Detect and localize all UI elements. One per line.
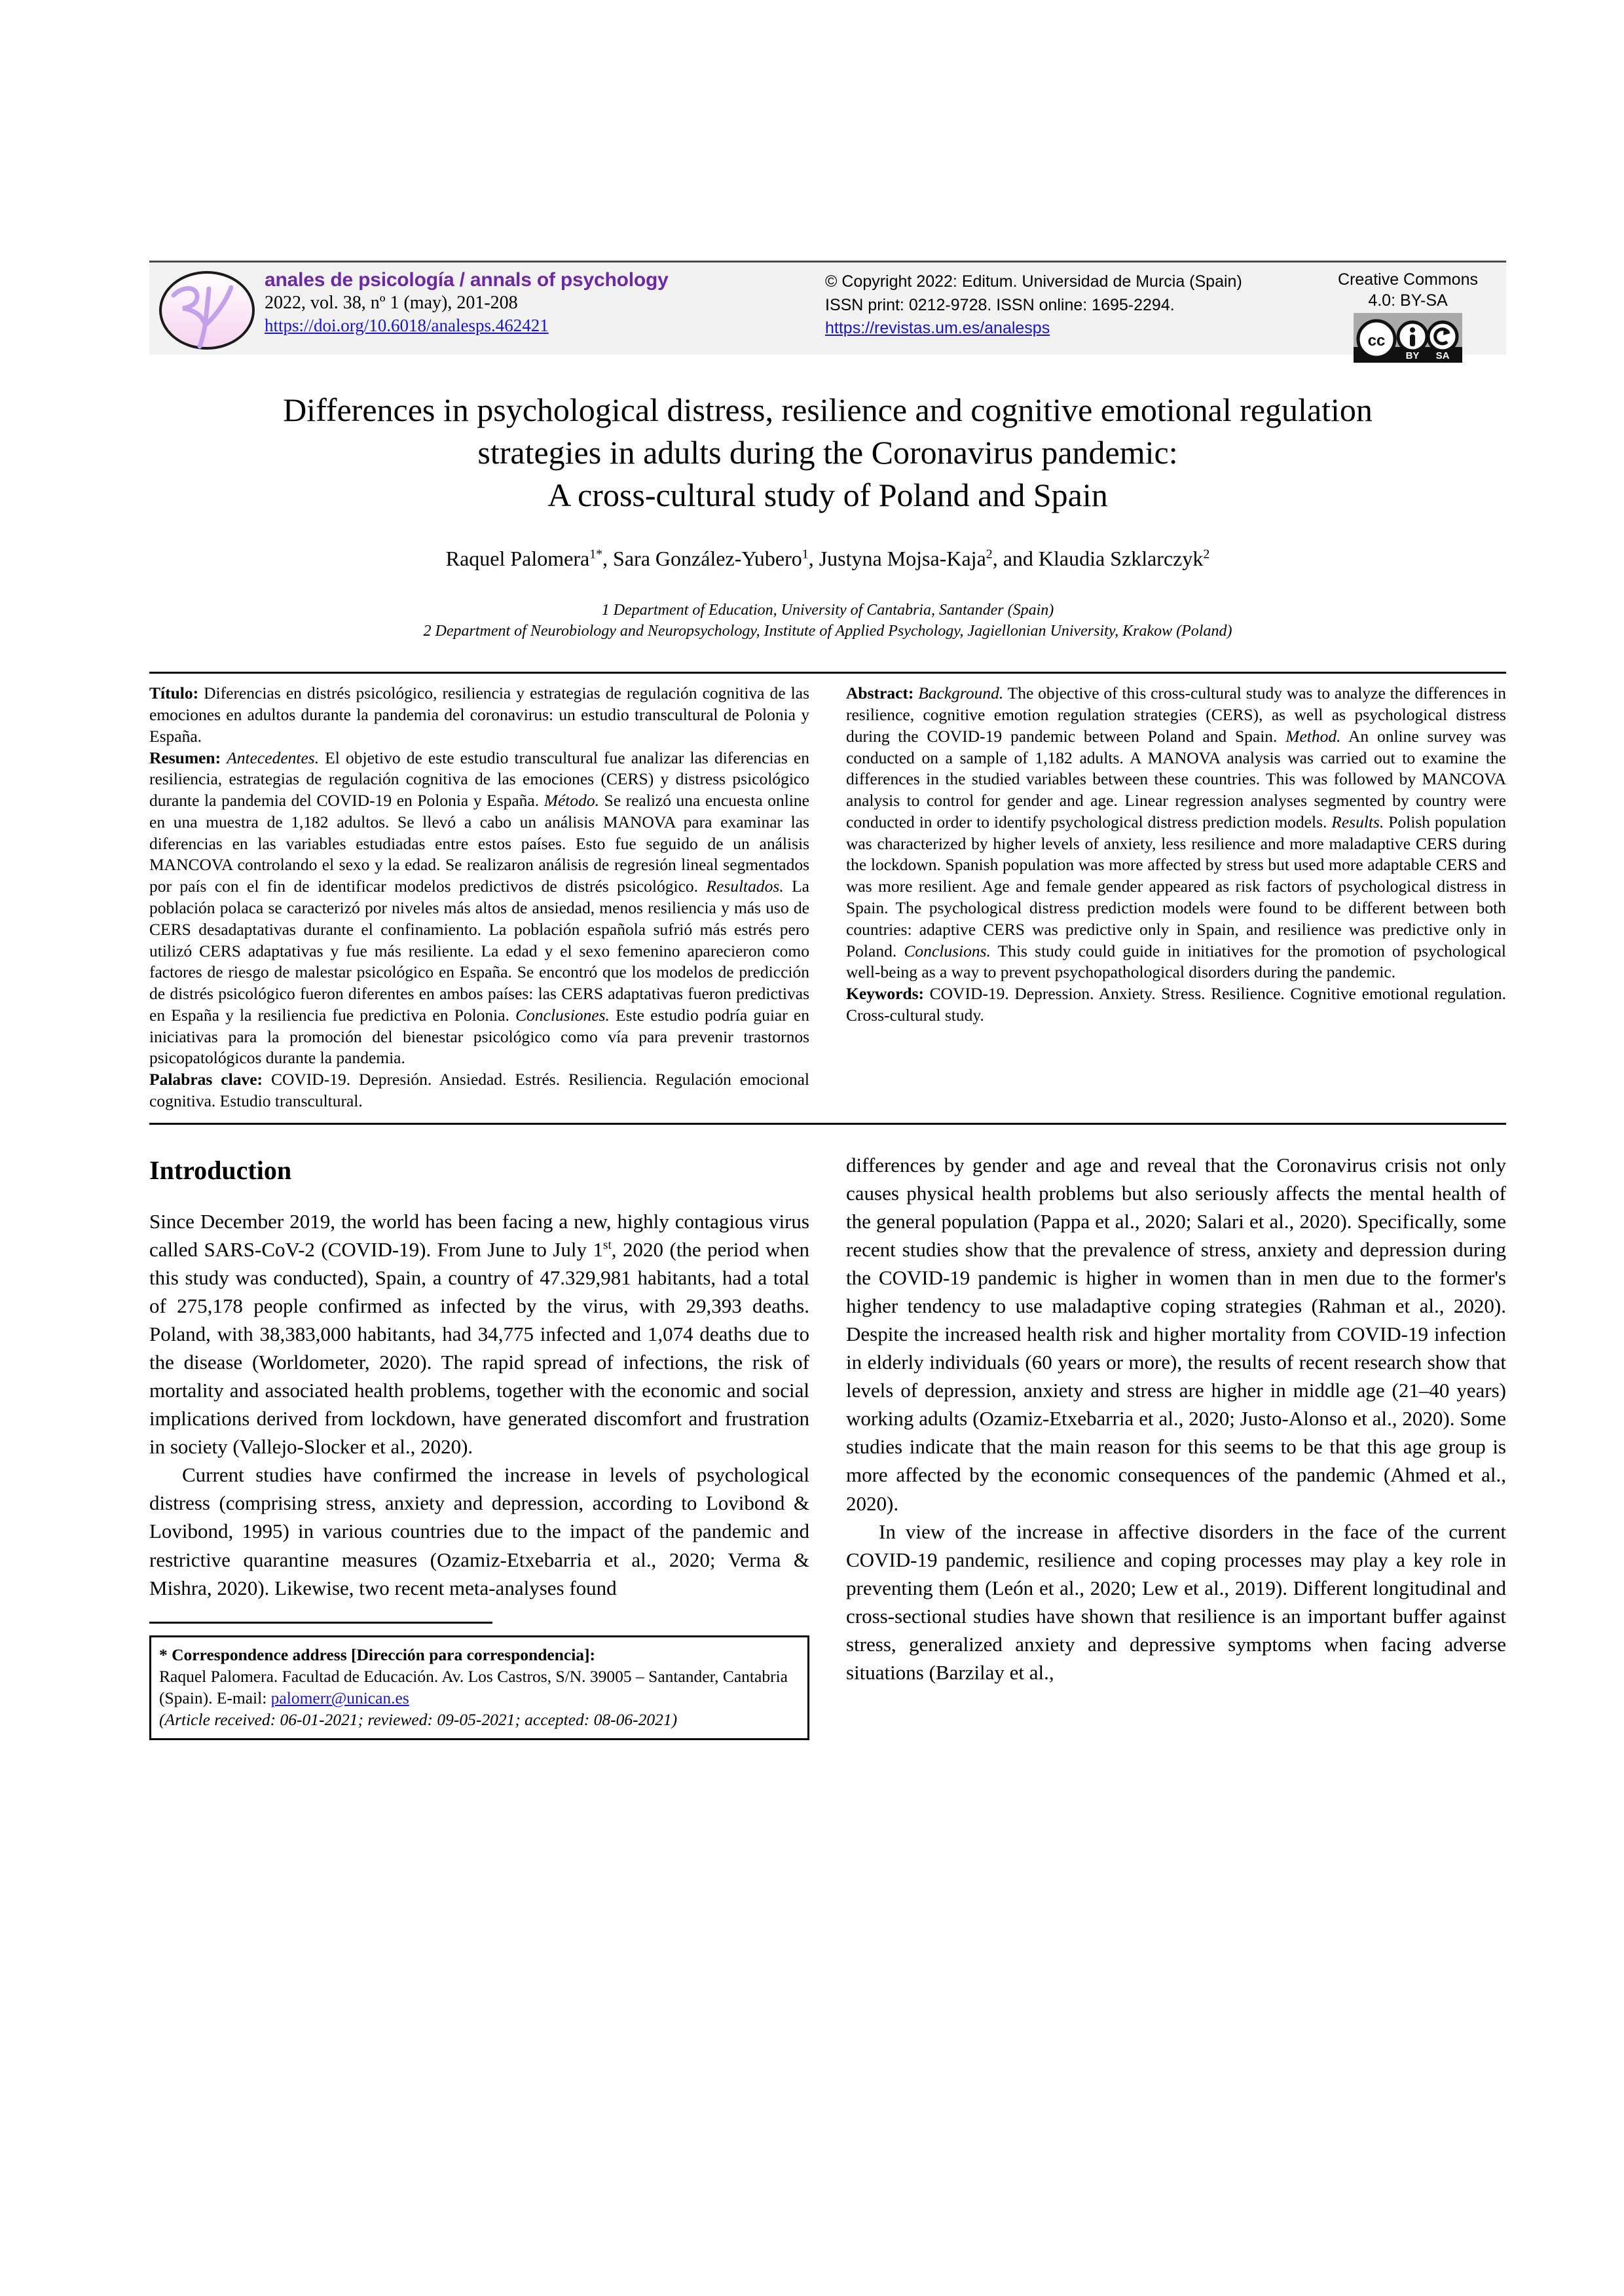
resumen-head-resultados: Resultados. (706, 877, 784, 896)
titulo-paragraph (149, 683, 809, 747)
resumen-head-conclusiones: Conclusiones. (515, 1005, 610, 1025)
title-line-2: strategies in adults during the Coronavirus pandemic: (477, 434, 1178, 471)
copyright-block (825, 265, 1310, 355)
intro-paragraph-2: Current studies have confirmed the increase in levels of psychological distress (comprising stress, anxiety and depression, according to Lovibond & Lovibond, 1995) in various countries due to the impact of the pandemic and restrictive quarantine measures (Ozamiz-Etxebarria et al., 2020; Verma & Mishra, 2020). Likewise, two recent meta-analyses found (149, 1463, 809, 1599)
correspondence-email-link[interactable]: palomerr@unican.es (270, 1688, 409, 1707)
journal-logo-icon (149, 265, 265, 355)
resumen-text-1: El objetivo de este estudio transcultural fue analizar las diferencias en resiliencia, estrategias de regulación cognitiva de las emociones (CERS) y distress psicológico durante la pandemia del COVID-19 en Polonia y España. (149, 748, 809, 811)
journal-site-link[interactable]: https://revistas.um.es/analesps (825, 319, 1050, 337)
license-block (1310, 265, 1506, 361)
svg-text:SA: SA (1435, 350, 1450, 361)
ordinal-suffix: st (602, 1238, 612, 1252)
affiliations (149, 600, 1506, 642)
correspondence-box (149, 1635, 809, 1741)
journal-volume-line: 2022, vol. 38, nº 1 (may), 201-208 (265, 292, 518, 313)
author-affil-marker: 2 (1203, 547, 1210, 562)
abstract-head-background: Background. (918, 683, 1004, 703)
title-line-3: A cross-cultural study of Poland and Spain (547, 477, 1108, 513)
intro-p1-part-b: , 2020 (the period when this study was conducted), Spain, a country of 47.329,981 habitants, had a total of 275,178 people confirmed as infected by the virus, with 29,393 deaths. Poland, with 38,383,000 habitants, had 34,775 infected and 1,074 deaths due to the disease (Worldometer, 2020). The rapid spread of infections, the risk of mortality and associated health problems, together with the economic and social implications derived from lockdown, have generated discomfort and frustration in society (Vallejo-Slocker et al., 2020). (149, 1237, 809, 1459)
journal-masthead (149, 261, 1506, 361)
abstract-text-4: This study could guide in initiatives for the promotion of psychological well-being as a way to prevent psychopathological disorders during the pandemic. (846, 941, 1506, 982)
affiliation-2: 2 Department of Neurobiology and Neuropsychology, Institute of Applied Psychology, Jagiellonian University, Krakow (Poland) (423, 623, 1232, 640)
body-column-left (149, 1151, 809, 1741)
article-title (212, 389, 1443, 517)
correspondence-footnote (149, 1622, 809, 1741)
palabras-clave-text: COVID-19. Depresión. Ansiedad. Estrés. Resiliencia. Regulación emocional cognitiva. Estudio transcultural. (149, 1070, 809, 1110)
abstract-text-3: Polish population was characterized by higher levels of anxiety, less resilience and more maladaptive CERS during the lockdown. Spanish population was more affected by stress but used more adaptable CERS and was more resilient. Age and female gender appeared as risk factors of psychological distress in Spain. The psychological distress prediction models were found to be different between both countries: adaptive CERS was predictive only in Spain, and resilience was predictive only in Poland. (846, 812, 1506, 960)
author-affil-marker: 2 (986, 547, 993, 562)
journal-doi-link[interactable]: https://doi.org/10.6018/analesps.462421 (265, 315, 549, 335)
correspondence-address (159, 1666, 800, 1709)
author-affil-marker: 1* (589, 547, 603, 562)
resumen-text-4: Este estudio podría guiar en iniciativas para la promoción del bienestar psicológico como vía para prevenir trastornos psicopatológicos durante la pandemia. (149, 1005, 809, 1068)
affiliation-1: 1 Department of Education, University of Cantabria, Santander (Spain) (601, 602, 1054, 619)
copyright-line: © Copyright 2022: Editum. Universidad de Murcia (Spain) (825, 272, 1242, 291)
issn-line: ISSN print: 0212-9728. ISSN online: 1695-2294. (825, 295, 1175, 314)
svg-text:BY: BY (1405, 350, 1420, 361)
license-version: 4.0: BY-SA (1368, 291, 1448, 310)
creative-commons-badge-icon (1354, 313, 1462, 368)
journal-name: anales de psicología / annals of psychology (265, 269, 669, 291)
body-columns (149, 1151, 1506, 1741)
correspondence-heading: * Correspondence address [Dirección para correspondencia]: (159, 1645, 596, 1664)
abstract-head-conclusions: Conclusions. (904, 941, 991, 960)
resumen-label: Resumen: (149, 748, 221, 767)
correspondence-address-text: Raquel Palomera. Facultad de Educación. Av. Los Castros, S/N. 39005 – Santander, Cantabria (Spain). E-mail: (159, 1666, 788, 1707)
page-content (149, 261, 1506, 1740)
title-line-1: Differences in psychological distress, resilience and cognitive emotional regulation (283, 392, 1373, 428)
article-dates: (Article received: 06-01-2021; reviewed: 09-05-2021; accepted: 08-06-2021) (159, 1710, 678, 1730)
author-affil-marker: 1 (802, 547, 809, 562)
section-heading-introduction: Introduction (149, 1155, 292, 1185)
intro-paragraph-3: differences by gender and age and reveal that the Coronavirus crisis not only causes physical health problems but also seriously affects the mental health of the general population (Pappa et al., 2020; Salari et al., 2020). Specifically, some recent studies show that the prevalence of stress, anxiety and depression during the COVID-19 pandemic is higher in women than in men due to the former's higher tendency to use maladaptive coping strategies (Rahman et al., 2020). Despite the increased health risk and higher mortality from COVID-19 infection in elderly individuals (60 years or more), the results of recent research show that levels of depression, anxiety and stress are higher in middle age (21–40 years) working adults (Ozamiz-Etxebarria et al., 2020; Justo-Alonso et al., 2020). Some studies indicate that the main reason for this seems to be that this age group is more affected by the economic consequences of the pandemic (Ahmed et al., 2020). (846, 1153, 1506, 1515)
body-column-right (846, 1151, 1506, 1741)
resumen-text-2: Se realizó una encuesta online en una muestra de 1,182 adultos. Se llevó a cabo un análisis MANOVA para examinar las diferencias en las variables estudiadas entre estos países. Esto fue seguido de un análisis MANCOVA controlando el sexo y la edad. Se realizaron análisis de regresión lineal segmentados por país con el fin de identificar modelos predictivos de distrés psicológico. (149, 791, 809, 896)
abstract-english (846, 683, 1506, 1112)
abstract-paragraph (846, 683, 1506, 983)
abstract-label: Abstract: (846, 683, 914, 703)
footnote-separator-rule (149, 1622, 492, 1624)
resumen-text-3: La población polaca se caracterizó por niveles más altos de ansiedad, menos resiliencia y más uso de CERS desadaptativas durante el confinamiento. La población española sufrió más estrés pero utilizó CERS adaptativas y fue más resiliente. La edad y el sexo femenino aparecieron como factores de riesgo de malestar psicológico en España. Se encontró que los modelos de predicción de distrés psicológico fueron diferentes en ambos países: las CERS adaptativas fueron predictivas en España y la resiliencia fue predictiva en Polonia. (149, 877, 809, 1025)
resumen-head-antecedentes: Antecedentes. (227, 748, 320, 767)
abstract-head-method: Method. (1285, 726, 1341, 746)
intro-p1-part-a: Since December 2019, the world has been facing a new, highly contagious virus called SARS-CoV-2 (COVID-19). From June to July 1 (149, 1209, 809, 1261)
abstract-band (149, 672, 1506, 1124)
abstract-text-2: An online survey was conducted on a sample of 1,182 adults. A MANOVA analysis was carried out to examine the differences in the studied variables between these countries. This was followed by MANCOVA analysis to control for gender and age. Linear regression analyses segmented by country were conducted in order to identify psychological distress prediction models. (846, 726, 1506, 831)
svg-text:cc: cc (1367, 332, 1386, 350)
resumen-paragraph (149, 748, 809, 1069)
abstract-spanish (149, 683, 809, 1112)
titulo-label: Título: (149, 683, 199, 703)
intro-paragraph-1 (149, 1207, 809, 1461)
resumen-head-metodo: Método. (544, 791, 599, 811)
keywords-paragraph (846, 983, 1506, 1027)
keywords-text: COVID-19. Depression. Anxiety. Stress. Resilience. Cognitive emotional regulation. Cross-cultural study. (846, 984, 1506, 1025)
intro-paragraph-4: In view of the increase in affective disorders in the face of the current COVID-19 pandemic, resilience and coping processes may play a key role in preventing them (León et al., 2020; Lew et al., 2019). Different longitudinal and cross-sectional studies have shown that resilience is an important buffer against stress, generalized anxiety and depressive symptoms when facing adverse situations (Barzilay et al., (846, 1520, 1506, 1685)
author-list: Raquel Palomera$^{1*}$, Sara González-Yubero$^1$, Justyna Mojsa-Kaja$^2$, and Klaudia Szklarczyk$^2$ (445, 547, 1210, 570)
license-title: Creative Commons (1338, 270, 1478, 289)
keywords-label: Keywords: (846, 984, 924, 1004)
journal-identity (265, 265, 825, 355)
abstract-text-1: The objective of this cross-cultural study was to analyze the differences in resilience, cognitive emotion regulation strategies (CERS), as well as psychological distress during the COVID-19 pandemic between Poland and Spain. (846, 683, 1507, 746)
abstract-head-results: Results. (1331, 812, 1384, 831)
palabras-clave-paragraph (149, 1069, 809, 1112)
titulo-text: Diferencias en distrés psicológico, resiliencia y estrategias de regulación cognitiva de las emociones en adultos durante la pandemia del coronavirus: un estudio transcultural de Polonia y España. (149, 683, 809, 746)
palabras-clave-label: Palabras clave: (149, 1070, 263, 1089)
